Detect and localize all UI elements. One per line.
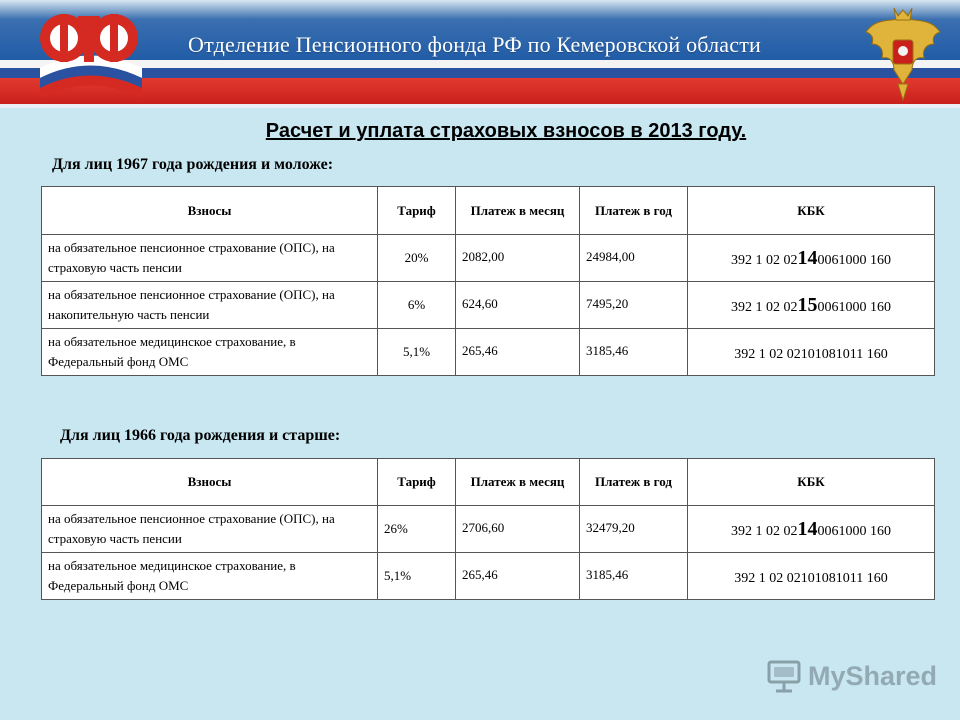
kbk-highlight: 15 <box>797 293 818 316</box>
column-header: КБК <box>688 459 935 506</box>
monthly-payment-cell: 2082,00 <box>456 235 580 282</box>
column-header: Взносы <box>42 459 378 506</box>
table-row <box>42 329 935 376</box>
kbk-suffix: 0061000 160 <box>817 252 891 268</box>
table-row <box>42 506 935 553</box>
yearly-payment-cell: 3185,46 <box>580 329 688 376</box>
monthly-payment-cell: 265,46 <box>456 553 580 600</box>
tariff-cell: 5,1% <box>378 329 456 376</box>
section-title-1967: Для лиц 1967 года рождения и моложе: <box>52 156 334 173</box>
contribution-name: на обязательное пенсионное страхование (ОПС), на страховую часть пенсии <box>42 506 378 553</box>
yearly-payment-cell: 3185,46 <box>580 553 688 600</box>
contribution-name: на обязательное пенсионное страхование (ОПС), на страховую часть пенсии <box>42 235 378 282</box>
tariff-cell: 26% <box>378 506 456 553</box>
kbk-suffix: 0061000 160 <box>817 299 891 315</box>
monthly-payment-cell: 624,60 <box>456 282 580 329</box>
column-header: Взносы <box>42 187 378 235</box>
kbk-suffix: 0061000 160 <box>817 523 891 539</box>
section-title-1966: Для лиц 1966 года рождения и старше: <box>60 427 341 444</box>
kbk-cell <box>688 235 935 282</box>
monthly-payment-cell: 265,46 <box>456 329 580 376</box>
table-row <box>42 553 935 600</box>
watermark <box>766 656 937 696</box>
tariff-cell: 5,1% <box>378 553 456 600</box>
kbk-cell <box>688 506 935 553</box>
column-header: Тариф <box>378 459 456 506</box>
yearly-payment-cell: 7495,20 <box>580 282 688 329</box>
kbk-prefix: 392 1 02 02101081011 160 <box>734 570 888 586</box>
contributions-table-1967 <box>41 186 935 376</box>
watermark-text: MyShared <box>808 660 938 691</box>
column-header: КБК <box>688 187 935 235</box>
contribution-name: на обязательное пенсионное страхование (ОПС), на накопительную часть пенсии <box>42 282 378 329</box>
column-header: Платеж в месяц <box>456 187 580 235</box>
column-header: Тариф <box>378 187 456 235</box>
kbk-cell <box>688 282 935 329</box>
header-divider <box>0 104 960 108</box>
kbk-cell <box>688 553 935 600</box>
kbk-prefix: 392 1 02 02 <box>731 299 798 315</box>
yearly-payment-cell: 32479,20 <box>580 506 688 553</box>
monthly-payment-cell: 2706,60 <box>456 506 580 553</box>
kbk-prefix: 392 1 02 02 <box>731 523 798 539</box>
contribution-name: на обязательное медицинское страхование, в Федеральный фонд ОМС <box>42 329 378 376</box>
pfr-logo-icon <box>30 8 150 100</box>
column-header: Платеж в месяц <box>456 459 580 506</box>
tariff-cell: 20% <box>378 235 456 282</box>
table-header-row <box>42 187 935 235</box>
presentation-icon <box>766 658 802 694</box>
header-banner <box>0 0 960 108</box>
table-header-row <box>42 459 935 506</box>
kbk-highlight: 14 <box>797 246 818 269</box>
contributions-table-1966 <box>41 458 935 600</box>
contribution-name: на обязательное медицинское страхование, в Федеральный фонд ОМС <box>42 553 378 600</box>
table-row <box>42 235 935 282</box>
kbk-highlight: 14 <box>797 517 818 540</box>
yearly-payment-cell: 24984,00 <box>580 235 688 282</box>
kbk-prefix: 392 1 02 02101081011 160 <box>734 346 888 362</box>
page-title: Расчет и уплата страховых взносов в 2013 году. <box>265 120 747 142</box>
kbk-prefix: 392 1 02 02 <box>731 252 798 268</box>
header-title: Отделение Пенсионного фонда РФ по Кемеровской области <box>188 32 762 57</box>
table-row <box>42 282 935 329</box>
tariff-cell: 6% <box>378 282 456 329</box>
kbk-cell <box>688 329 935 376</box>
column-header: Платеж в год <box>580 187 688 235</box>
column-header: Платеж в год <box>580 459 688 506</box>
russian-coat-of-arms-icon <box>858 4 948 104</box>
